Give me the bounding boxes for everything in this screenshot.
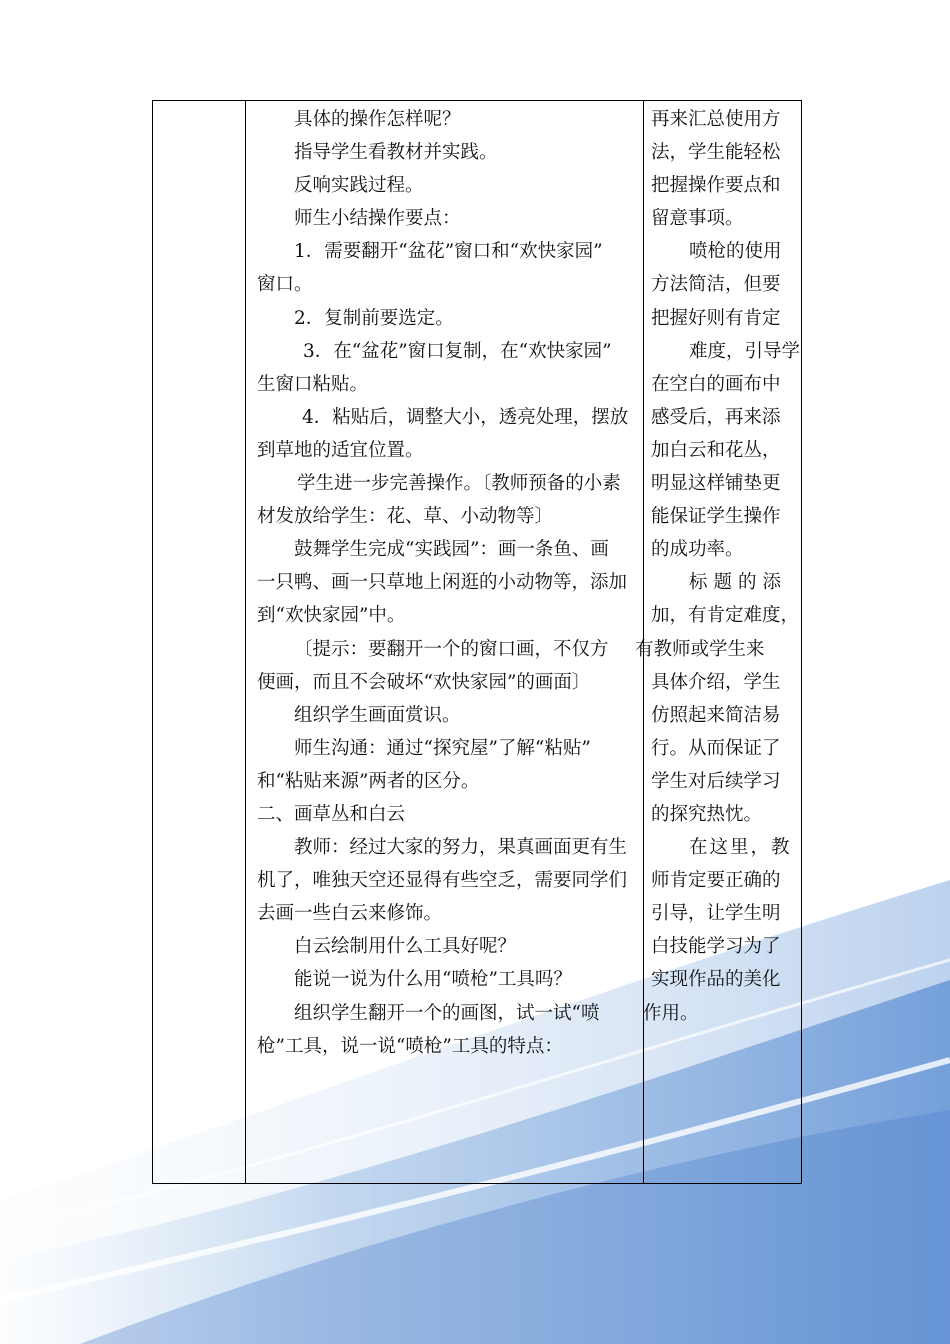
note-text-line: 留意事项。 (651, 208, 744, 230)
note-text-line: 具体介绍，学生 (651, 671, 781, 693)
body-text-line: 1．需要翻开“盆花”窗口和“欢快家园” (294, 241, 603, 263)
body-text-line: 组织学生翻开一个的画图，试一试“喷 (294, 1002, 600, 1024)
body-text-line: 具体的操作怎样呢？ (294, 109, 461, 130)
note-text-line: 在空白的画布中 (651, 373, 781, 395)
note-text-line: 加，有肯定难度， (651, 605, 800, 627)
body-text-line: 二、画草丛和白云 (257, 803, 406, 825)
body-text-line: 〔提示：要翻开一个的窗口画，不仅方 (294, 638, 609, 660)
note-text-line: 感受后，再来添 (651, 406, 781, 428)
note-text-line: 加白云和花丛， (651, 439, 781, 461)
body-text-line: 到“欢快家园”中。 (257, 605, 406, 627)
body-text-line: 反响实践过程。 (294, 175, 424, 197)
body-text-line: 2．复制前要选定。 (294, 307, 454, 329)
body-text-line: 3．在“盆花”窗口复制，在“欢快家园” (303, 340, 612, 362)
body-text-line: 到草地的适宜位置。 (257, 439, 424, 461)
note-text-line: 在这里，教 (689, 837, 792, 859)
body-text-line: 师生沟通：通过“探究屋”了解“粘贴” (294, 737, 591, 759)
body-text-line: 窗口。 (257, 274, 313, 296)
note-text-line: 方法简洁，但要 (651, 274, 781, 296)
body-text-line: 生窗口粘贴。 (257, 373, 369, 395)
body-text-line: 4．粘贴后，调整大小，透亮处理，摆放 (302, 406, 629, 428)
note-text-line: 作用。 (643, 1002, 699, 1024)
body-text-line: 学生进一步完善操作。〔教师预备的小素 (297, 473, 621, 495)
lesson-plan-table (152, 100, 802, 1184)
body-text-line: 机了，唯独天空还显得有些空乏，需要同学们 (257, 870, 628, 892)
body-text-line: 组织学生画面赏识。 (294, 704, 461, 726)
note-text-line: 有教师或学生来 (635, 638, 765, 660)
note-text-line: 能保证学生操作 (651, 506, 781, 528)
note-text-line: 难度，引导学 (689, 340, 801, 362)
note-text-line: 把握操作要点和 (651, 175, 781, 197)
body-text-line: 和“粘贴来源”两者的区分。 (257, 770, 480, 792)
body-text-line: 师生小结操作要点： (294, 208, 461, 230)
body-text-line: 能说一说为什么用“喷枪”工具吗？ (294, 969, 572, 991)
note-text-line: 标题的添 (689, 572, 788, 594)
note-text-line: 法，学生能轻松 (651, 142, 781, 164)
body-text-line: 材发放给学生：花、草、小动物等〕 (257, 506, 554, 528)
note-text-line: 把握好则有肯定 (651, 307, 781, 329)
body-text-line: 一只鸭、画一只草地上闲逛的小动物等，添加 (257, 572, 628, 594)
body-text-line: 枪”工具，说一说“喷枪”工具的特点： (257, 1035, 563, 1057)
note-text-line: 仿照起来简洁易 (651, 704, 781, 726)
note-text-line: 的探究热忱。 (651, 803, 763, 825)
design-intent-column (635, 103, 801, 1030)
teaching-process-column (257, 103, 643, 1063)
note-text-line: 行。从而保证了 (651, 737, 781, 759)
body-text-line: 便画，而且不会破坏“欢快家园”的画面〕 (257, 671, 591, 693)
note-text-line: 再来汇总使用方 (651, 109, 781, 130)
body-text-line: 白云绘制用什么工具好呢？ (294, 936, 517, 958)
note-text-line: 实现作品的美化 (651, 969, 781, 991)
note-text-line: 学生对后续学习 (651, 770, 781, 792)
note-text-line: 喷枪的使用 (689, 241, 782, 263)
body-text-line: 去画一些白云来修饰。 (257, 903, 443, 925)
note-text-line: 白技能学习为了 (651, 936, 781, 958)
note-text-line: 师肯定要正确的 (651, 870, 781, 892)
body-text-line: 鼓舞学生完成“实践园”：画一条鱼、画 (294, 539, 609, 561)
column-divider-left (245, 101, 246, 1183)
body-text-line: 教师：经过大家的努力，果真画面更有生 (294, 837, 628, 859)
note-text-line: 引导，让学生明 (651, 903, 781, 925)
note-text-line: 明显这样铺垫更 (651, 473, 781, 495)
body-text-line: 指导学生看教材并实践。 (294, 142, 498, 164)
note-text-line: 的成功率。 (651, 539, 744, 561)
